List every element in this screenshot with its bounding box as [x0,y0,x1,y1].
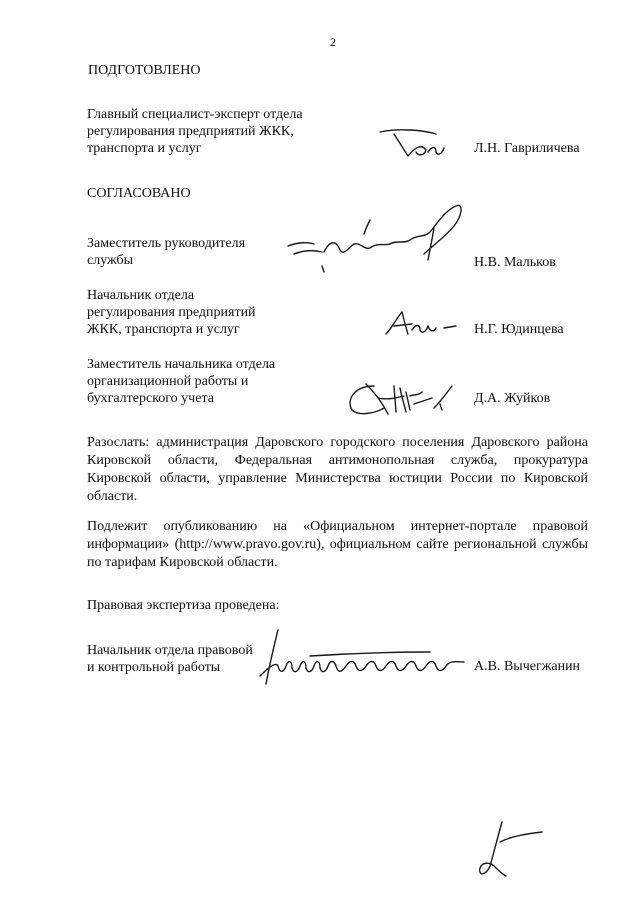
page-number: 2 [330,35,336,49]
publication-paragraph: Подлежит опубликованию на «Официальном интернет-портале правовой информации» (http://www.pravo.gov.ru), официальном сайте региональной службы по тарифам Кировской области. [87,519,588,570]
prepared-heading: ПОДГОТОВЛЕНО [88,63,201,78]
agreed-name: Н.В. Мальков [474,255,556,270]
position-line: Главный специалист-эксперт отдела [87,107,303,122]
position-line: регулирования предприятий ЖКК, [87,124,294,139]
agreed-name: Н.Г. Юдинцева [474,322,564,337]
legal-review-name: А.В. Вычегжанин [474,659,581,674]
legal-review-heading: Правовая экспертиза проведена: [87,598,280,613]
position-line: ЖКК, транспорта и услуг [87,322,240,337]
signature-malkov [284,200,474,280]
position-line: транспорта и услуг [87,141,202,156]
prepared-name: Л.Н. Гавриличева [474,141,580,156]
position-line: Заместитель начальника отдела [87,357,276,372]
signature-zhuikov [344,378,460,418]
agreed-name: Д.А. Жуйков [474,391,551,406]
position-line: службы [87,253,134,268]
agreed-position [87,356,275,407]
agreed-heading: СОГЛАСОВАНО [87,186,191,201]
position-line: Начальник отдела правовой [87,643,253,658]
position-line: регулирования предприятий [87,305,256,320]
position-line: бухгалтерского учета [87,391,214,406]
distribution-paragraph: Разослать: администрация Даровского городского поселения Даровского района Кировской области, Федеральная антимонопольная служба, прокуратура Кировской области, управление Министерства юстиции России по Кировской области. [87,435,588,504]
initials-mark [472,818,552,882]
signature-vychegzhanin [250,626,470,690]
prepared-position [87,106,303,157]
position-line: Начальник отдела [87,288,195,303]
position-line: и контрольной работы [87,660,221,675]
legal-review-position [87,642,253,676]
agreed-position [87,287,256,338]
position-line: организационной работы и [87,374,249,389]
signature-gavrilicheva [378,128,448,160]
position-line: Заместитель руководителя [87,236,246,251]
agreed-position [87,235,245,269]
signature-yudintseva [384,308,464,338]
